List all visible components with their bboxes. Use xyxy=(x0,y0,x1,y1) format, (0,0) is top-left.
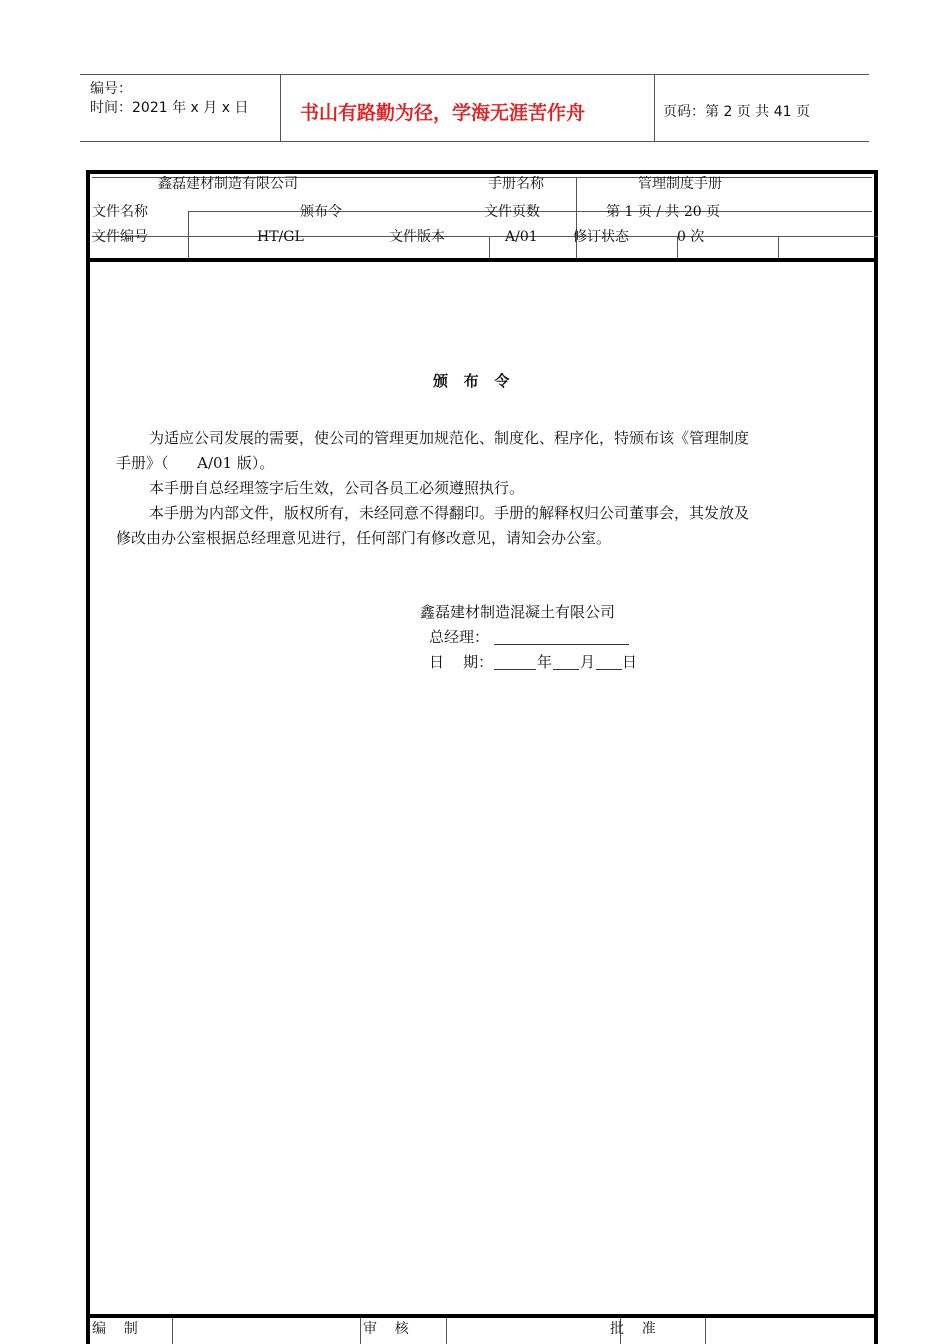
table-col-line-a xyxy=(188,211,189,258)
footer-col-line-3 xyxy=(446,1318,447,1344)
frame-footer-top xyxy=(86,1314,878,1318)
number-label: 编号： xyxy=(90,81,132,97)
date-label: 日 期： xyxy=(429,653,494,671)
footer-col-line-1 xyxy=(172,1318,173,1344)
frame-top xyxy=(86,170,878,174)
table-row-line-3 xyxy=(92,236,878,237)
file-no-label: 文件编号 xyxy=(92,229,148,245)
day-blank[interactable] xyxy=(596,669,622,670)
day-label: 日 xyxy=(622,653,638,671)
signature-company: 鑫磊建材制造混凝土有限公司 xyxy=(420,603,616,621)
revision-label: 修订状态 xyxy=(573,229,629,245)
gm-signature-line[interactable] xyxy=(494,644,629,645)
footer-col-line-5 xyxy=(705,1318,706,1344)
paragraph-3-line-2: 修改由办公室根据总经理意见进行，任何部门有修改意见，请知会办公室。 xyxy=(116,529,612,547)
header-divider-left xyxy=(280,74,281,142)
year-blank[interactable] xyxy=(494,669,536,670)
header-bottom-rule xyxy=(80,141,869,142)
year-label: 年 xyxy=(537,653,553,671)
gm-label: 总经理： xyxy=(429,628,490,646)
company-name: 鑫磊建材制造有限公司 xyxy=(158,176,298,192)
file-name-label: 文件名称 xyxy=(92,204,148,220)
page-count-value: 第 1 页 / 共 20 页 xyxy=(606,204,721,220)
approve-label: 批 准 xyxy=(610,1321,656,1337)
page-count-label: 文件页数 xyxy=(484,204,540,220)
slogan: 书山有路勤为径，学海无涯苦作舟 xyxy=(300,102,586,124)
manual-name-label: 手册名称 xyxy=(488,176,544,192)
paragraph-1-line-1: 为适应公司发展的需要，使公司的管理更加规范化、制度化、程序化，特颁布该《管理制度 xyxy=(149,429,750,447)
paragraph-2: 本手册自总经理签字后生效，公司各员工必须遵照执行。 xyxy=(149,479,525,497)
table-col-line-b xyxy=(489,236,490,258)
footer-col-line-2 xyxy=(360,1318,361,1344)
header-top-rule xyxy=(80,74,869,75)
file-name-value: 颁布令 xyxy=(300,204,342,220)
version-label: 文件版本 xyxy=(389,229,445,245)
header-divider-right xyxy=(654,74,655,142)
file-no-value: HT/GL xyxy=(257,229,304,245)
frame-right xyxy=(874,170,878,1344)
table-col-line-c xyxy=(576,177,577,258)
frame-header-bottom xyxy=(86,258,878,262)
month-label: 月 xyxy=(580,653,596,671)
page-info: 页码：第 2 页 共 41 页 xyxy=(663,104,810,120)
paragraph-1-line-2: 手册》（ A/01 版）。 xyxy=(116,454,275,472)
review-label: 审 核 xyxy=(363,1321,409,1337)
table-col-line-e xyxy=(778,236,779,258)
time-label: 时间：2021 年 x 月 x 日 xyxy=(90,100,249,116)
paragraph-3-line-1: 本手册为内部文件，版权所有，未经同意不得翻印。手册的解释权归公司董事会，其发放及 xyxy=(149,504,750,522)
frame-left xyxy=(86,170,90,1344)
document-title: 颁 布 令 xyxy=(433,372,510,390)
month-blank[interactable] xyxy=(553,669,579,670)
revision-value: 0 次 xyxy=(677,229,705,245)
version-value: A/01 xyxy=(505,229,538,245)
prepared-label: 编 制 xyxy=(92,1321,138,1337)
manual-name-value: 管理制度手册 xyxy=(638,176,722,192)
